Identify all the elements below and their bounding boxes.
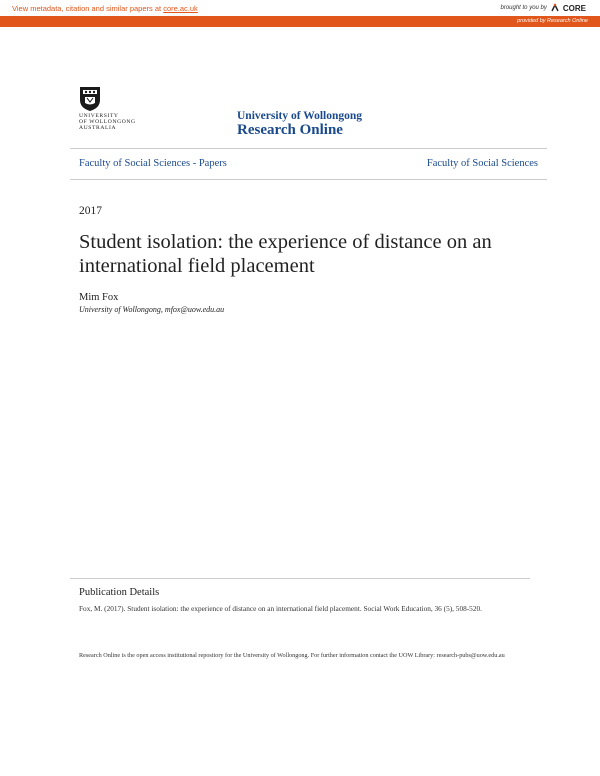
paper-title: Student isolation: the experience of distance on an international field placement bbox=[79, 231, 492, 277]
metadata-notice bbox=[12, 4, 198, 13]
faculty-nav bbox=[70, 148, 547, 180]
provider-bar bbox=[0, 16, 600, 27]
university-name[interactable]: University of Wollongong bbox=[237, 110, 363, 122]
core-banner bbox=[0, 0, 600, 16]
publication-details-heading: Publication Details bbox=[79, 587, 160, 598]
metadata-prefix: View metadata, citation and similar papers at bbox=[12, 4, 164, 13]
repository-note: Research Online is the open access institutional repository for the University of Wollongong. For further information contact the UOW Library: research-pubs@uow.edu.au bbox=[79, 652, 505, 659]
publication-details-text: Fox, M. (2017). Student isolation: the experience of distance on an international field placement. Social Work Education, 36 (5), 508-520. bbox=[79, 604, 482, 613]
brought-by-text: brought to you by bbox=[500, 5, 547, 11]
brought-by[interactable] bbox=[501, 3, 587, 13]
logo-line-2: OF WOLLONGONG bbox=[79, 118, 136, 125]
faculty-link[interactable]: Faculty of Social Sciences bbox=[426, 158, 538, 169]
provided-by-link[interactable]: provided by Research Online bbox=[517, 18, 588, 24]
author-affiliation: University of Wollongong, mfox@uow.edu.au bbox=[79, 305, 225, 314]
uow-crest-icon bbox=[79, 86, 101, 112]
logo-line-1: UNIVERSITY bbox=[79, 113, 119, 119]
core-label: CORE bbox=[562, 3, 586, 13]
repository-name[interactable]: Research Online bbox=[237, 122, 343, 138]
author-name[interactable]: Mim Fox bbox=[79, 292, 119, 303]
uow-logo[interactable] bbox=[79, 86, 149, 138]
faculty-papers-link[interactable]: Faculty of Social Sciences - Papers bbox=[79, 158, 227, 169]
core-link[interactable]: core.ac.uk bbox=[163, 4, 198, 13]
publication-year: 2017 bbox=[79, 205, 102, 217]
logo-line-3: AUSTRALIA bbox=[79, 124, 117, 131]
core-logo-icon bbox=[550, 3, 560, 13]
publication-divider bbox=[70, 578, 530, 579]
repository-header bbox=[237, 110, 362, 139]
logo-wordmark bbox=[79, 114, 149, 131]
